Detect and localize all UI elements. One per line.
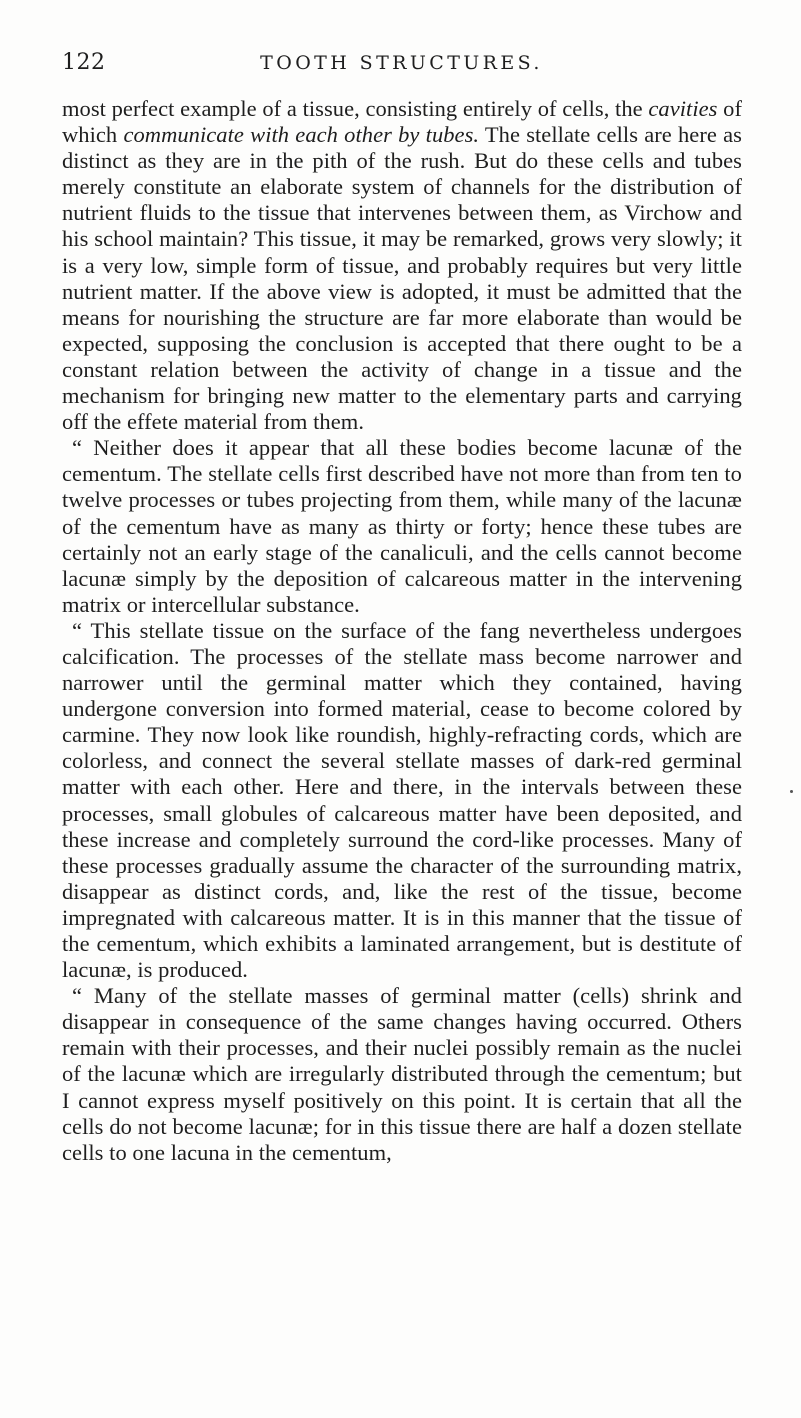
paragraph-text: of which (62, 96, 743, 148)
paragraph-text: “ Many of the stellate masses of germinal matter (cells) shrink and disappear in consequence of the same changes having occurred. Others remain with their processes, and their nuclei possibly remain as the nuclei of the lacunæ which are irregularly distributed through the cementum; but I cannot express myself positively on this point. It is certain that all the cells do not become lacunæ; for in this tissue there are half a dozen stellate cells to one lacuna in the cementum, (62, 983, 742, 1165)
paragraph-text: “ This stellate tissue on the surface of the fang nevertheless undergoes calcification. The processes of the stellate mass become narrower and narrower until the germinal matter which they contained, having undergone conversion into formed material, cease to become colored by carmine. They now look like roundish, highly-refracting cords, which are colorless, and connect the several stellate masses of dark-red germinal matter with each other. Here and there, in the intervals between these processes, small globules of calcareous matter have been deposited, and these increase and completely surround the cord-like processes. Many of these processes gradually assume the character of the surrounding matrix, disappear as distinct cords, and, like the rest of the tissue, become impregnated with calcareous matter. It is in this manner that the tissue of the cementum, which exhibits a laminated arrangement, but is destitute of lacunæ, is produced. (62, 617, 742, 983)
paragraph (62, 435, 742, 618)
margin-speck (790, 790, 793, 793)
running-head: TOOTH STRUCTURES. (260, 52, 543, 74)
italic-text: communicate with each other by tubes. (123, 122, 480, 148)
paragraph-text: The stellate cells are here as distinct as they are in the pith of the rush. But do these cells and tubes merely constitute an elaborate system of channels for the distribution of nutrient fluids to the tissue that intervenes between them, as Virchow and his school maintain? This tissue, it may be remarked, grows very slowly; it is a very low, simple form of tissue, and probably requires but very little nutrient matter. If the above view is adopted, it must be admitted that the means for nourishing the structure are far more elaborate than would be expected, supposing the conclusion is accepted that there ought to be a constant relation between the activity of change in a tissue and the mechanism for bringing new matter to the elementary parts and carrying off the effete material from them. (62, 122, 742, 435)
paragraph-text: most perfect example of a tissue, consisting entirely of cells, the (62, 96, 649, 121)
page-number: 122 (62, 50, 106, 75)
paragraph-text: “ Neither does it appear that all these bodies become lacunæ of the cementum. The stellate cells first described have not more than from ten to twelve processes or tubes projecting from them, while many of the lacunæ of the cementum have as many as thirty or forty; hence these tubes are certainly not an early stage of the canaliculi, and the cells cannot become lacunæ simply by the deposition of calcareous matter in the intervening matrix or intercellular substance. (62, 435, 742, 617)
page-header (62, 50, 741, 82)
body-text (62, 96, 742, 1166)
paragraph (62, 618, 742, 983)
italic-text: cavities (648, 96, 718, 121)
paragraph (62, 96, 742, 435)
paragraph (62, 983, 742, 1166)
